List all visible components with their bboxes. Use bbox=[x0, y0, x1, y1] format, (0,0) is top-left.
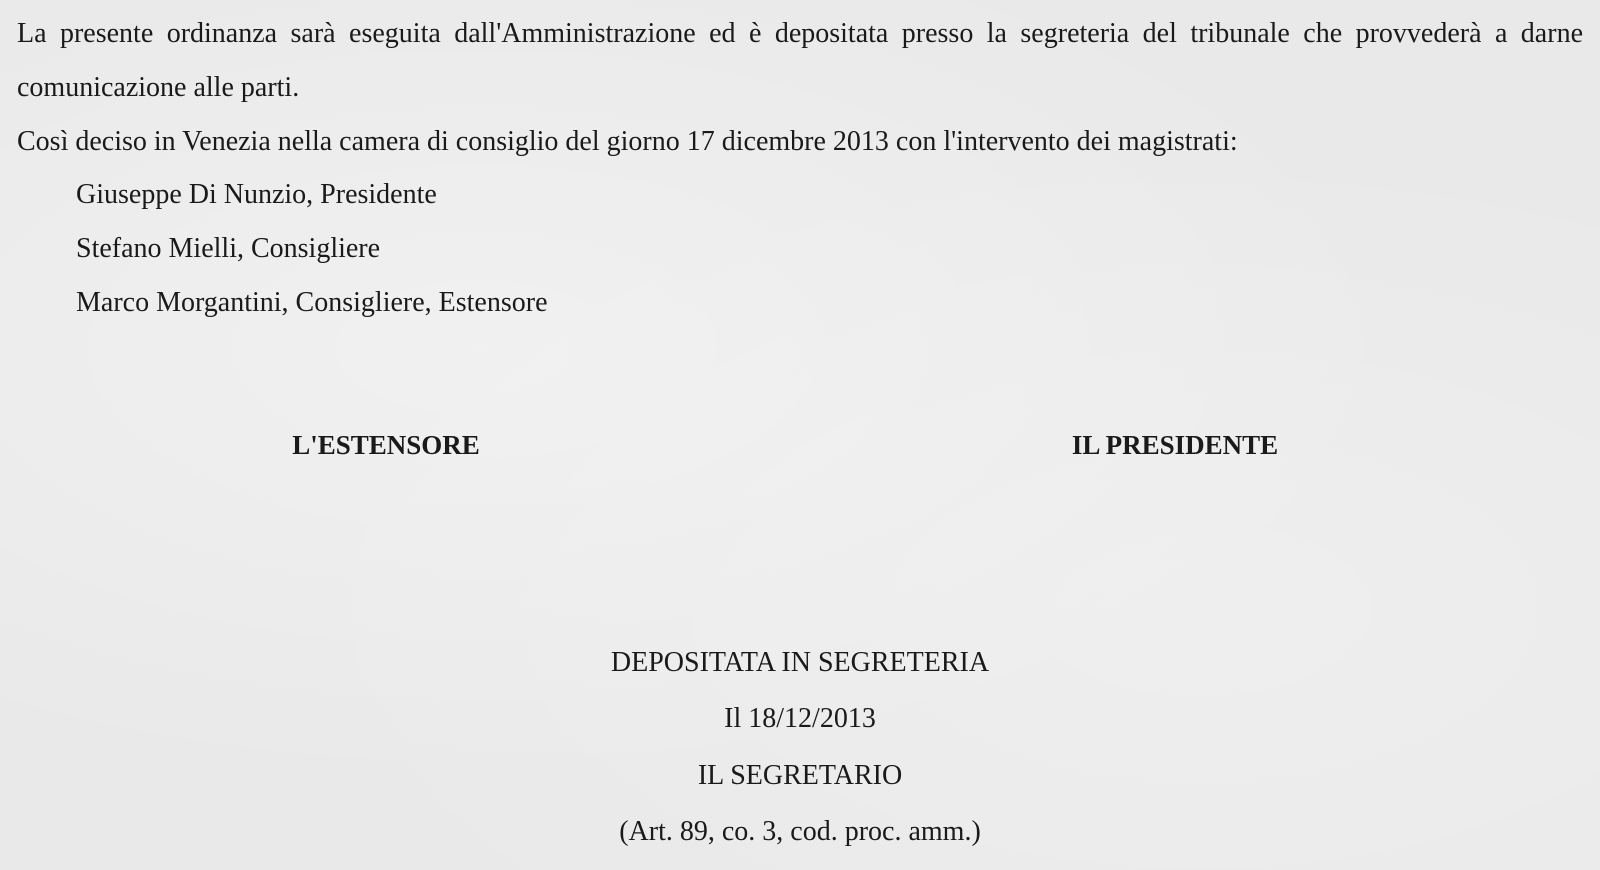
deposit-secretary: IL SEGRETARIO bbox=[697, 760, 903, 791]
signature-rapporteur-label: L'ESTENSORE bbox=[292, 430, 480, 460]
magistrate-councillor: Stefano Mielli, Consigliere bbox=[76, 233, 381, 264]
magistrates-list bbox=[76, 168, 548, 330]
execution-paragraph: La presente ordinanza sarà eseguita dall'Amministrazione ed è depositata presso la segreteria del tribunale che provvederà a darne comunicazione alle parti. bbox=[17, 18, 1583, 103]
signature-president-label: IL PRESIDENTE bbox=[1071, 430, 1279, 460]
decision-paragraph: Così deciso in Venezia nella camera di consiglio del giorno 17 dicembre 2013 con l'intervento dei magistrati: bbox=[17, 126, 1238, 157]
deposit-date: Il 18/12/2013 bbox=[724, 703, 876, 734]
deposit-legal-reference: (Art. 89, co. 3, cod. proc. amm.) bbox=[619, 816, 981, 847]
magistrate-rapporteur: Marco Morgantini, Consigliere, Estensore bbox=[76, 287, 548, 318]
deposit-heading: DEPOSITATA IN SEGRETERIA bbox=[610, 647, 990, 678]
magistrate-president: Giuseppe Di Nunzio, Presidente bbox=[76, 179, 437, 210]
